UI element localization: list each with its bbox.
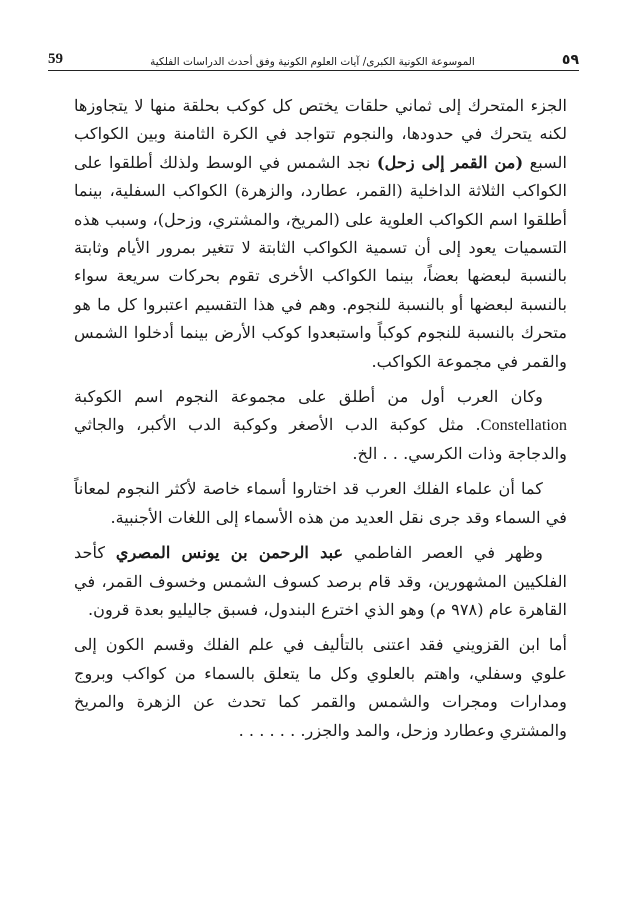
text-run: وكان العرب أول من أطلق على مجموعة النجوم اسم الكوكبة [74, 387, 543, 407]
text-run: وظهر في العصر الفاطمي [343, 543, 543, 563]
paragraph-1 [74, 92, 567, 376]
bold-phrase: (من القمر إلى زحل) [376, 152, 524, 172]
running-title: الموسوعة الكونية الكبرى/ آيات العلوم الكونية وفق أحدث الدراسات الفلكية [150, 56, 475, 68]
page-header [48, 42, 579, 68]
header-rule [48, 70, 579, 71]
body-text [74, 92, 567, 752]
page-number-arabic: ٥٩ [561, 52, 579, 68]
text-run: . مثل كوكبة الدب الأصغر وكوكبة الدب الأكبر، والجاثي والدجاجة وذات الكرسي. . . الخ. [74, 415, 567, 463]
text-run: الجزء المتحرك إلى ثماني حلقات يختص كل كوكب بحلقة منها لا يتجاوزها لكنه يتحرك في حدودها، والنجوم تتواجد في الكرة الثامنة وبين الكواكب السبع [74, 96, 567, 172]
text-run: نجد الشمس في الوسط ولذلك أطلقوا على الكواكب الثلاثة الداخلية (القمر، عطارد، والزهرة) الكواكب السفلية، بينما أطلقوا اسم الكواكب العلوية على (المريخ، والمشتري، وزحل)، وسبب هذه التسميات يعود إلى أن تسمية الكواكب الثابتة لا تتغير بمرور الأيام وثابتة بالنسبة لبعضها بعضاً، بينما الكواكب الأخرى تقوم بحركات سريعة سواء بالنسبة لبعضها أو بالنسبة للنجوم. وهم في هذا التقسيم اعتبروا كل ما هو متحرك بالنسبة للنجوم كوكباً واستبعدوا كوكب الأرض بينما أدخلوا الشمس والقمر في مجموعة الكواكب. [74, 152, 567, 371]
text-run: كأحد الفلكيين المشهورين، وقد قام برصد كسوف الشمس وخسوف القمر، في القاهرة عام (٩٧٨ م) وهو الذي اخترع البندول، فسبق جاليليو بعدة قرون. [74, 543, 567, 619]
latin-term: Constellation [480, 416, 567, 435]
bold-name: عبد الرحمن بن يونس المصري [115, 543, 344, 563]
paragraph-4 [74, 539, 567, 624]
page-number-latin: 59 [48, 51, 63, 67]
paragraph-2 [74, 383, 567, 468]
paragraph-5: أما ابن القزويني فقد اعتنى بالتأليف في علم الفلك وقسم الكون إلى علوي وسفلي، واهتم بالعلوي وكل ما يتعلق بالسماء من كواكب وبروج ومدارات ومجرات والشمس والقمر كما تحدث عن الزهرة والمريخ والمشتري وعطارد وزحل، والمد والجزر. . . . . . . [74, 635, 567, 740]
paragraph-3: كما أن علماء الفلك العرب قد اختاروا أسماء خاصة لأكثر النجوم لمعاناً في السماء وقد جرى نقل العديد من هذه الأسماء إلى اللغات الأجنبية. [74, 479, 567, 527]
